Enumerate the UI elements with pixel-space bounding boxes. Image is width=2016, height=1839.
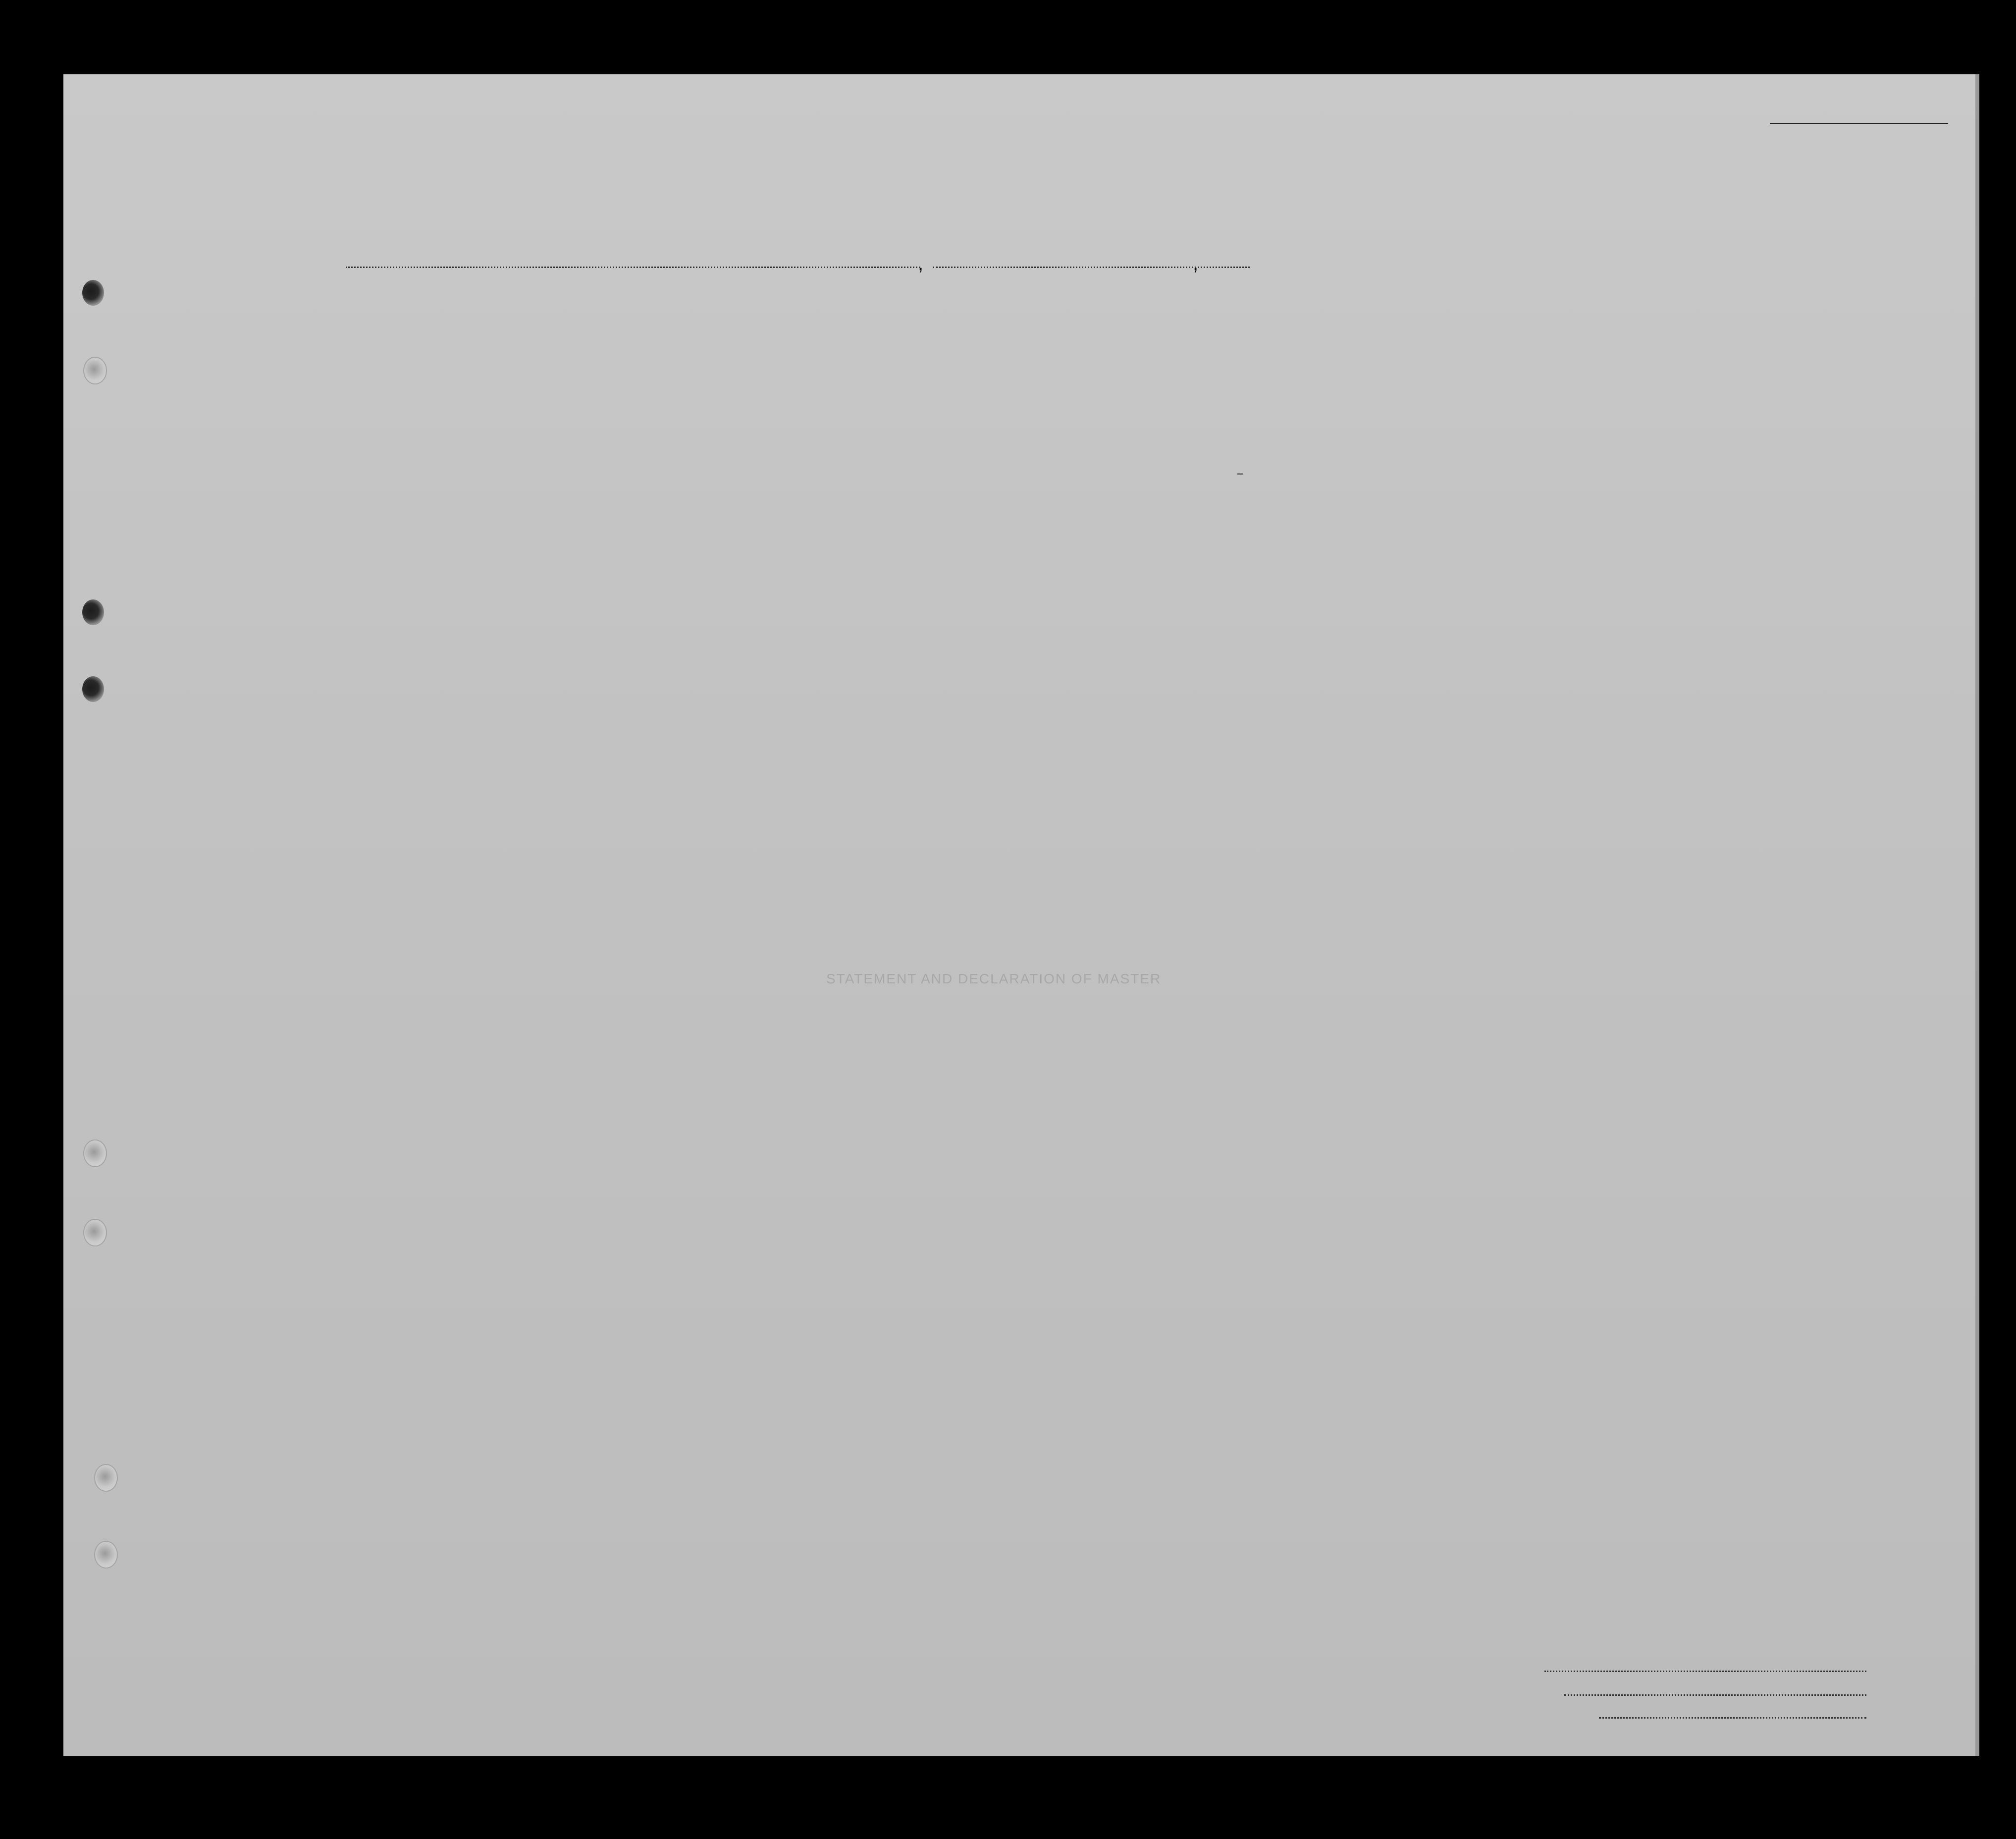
punch-hole	[94, 1541, 118, 1569]
punch-hole	[82, 599, 104, 625]
bleed-through-text: STATEMENT AND DECLARATION OF MASTER	[826, 971, 1162, 986]
punch-hole	[83, 1219, 107, 1246]
punch-hole	[94, 1464, 118, 1492]
punch-hole	[82, 280, 104, 306]
punch-hole	[83, 357, 107, 384]
manifest-sheet: , , STATEMENT AND DECLARATION OF MASTER	[63, 74, 1979, 1756]
punch-hole	[82, 676, 104, 702]
punch-hole	[83, 1139, 107, 1167]
manifest-grid	[63, 74, 1975, 1756]
deported-stamp	[1237, 473, 1243, 475]
